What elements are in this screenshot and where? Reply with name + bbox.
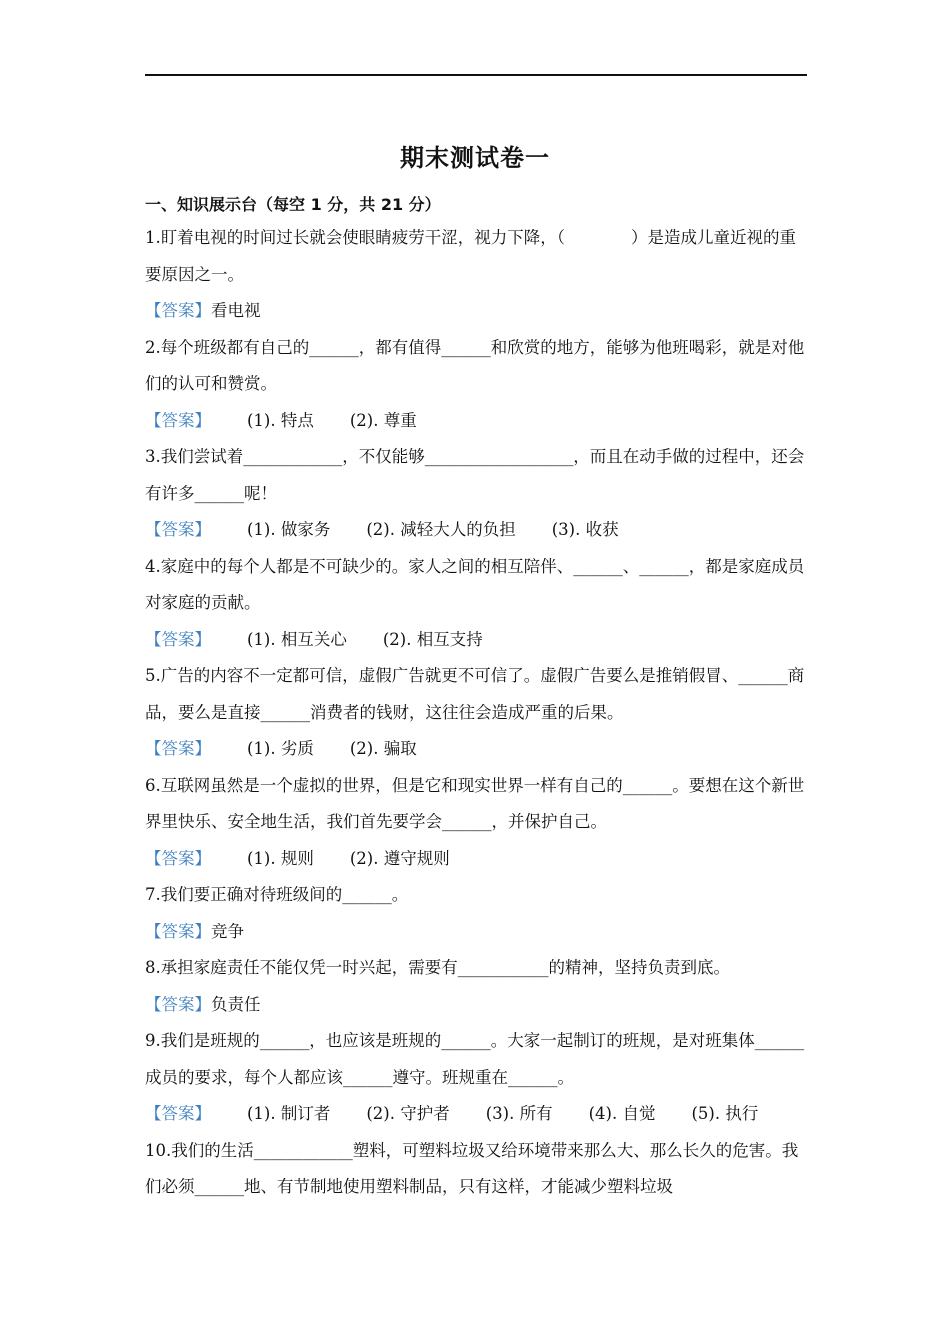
- answer-item: (1). 相互关心: [247, 629, 347, 649]
- answer-label: 【答案】: [145, 921, 211, 941]
- answer-3: [145, 512, 807, 549]
- answer-text: 负责任: [211, 994, 261, 1014]
- answer-7: [145, 914, 807, 951]
- answer-item: (1). 劣质: [247, 739, 314, 758]
- answer-item: (2). 守护者: [366, 1104, 450, 1123]
- answer-item: (2). 遵守规则: [349, 848, 450, 868]
- answer-item: (5). 执行: [691, 1104, 759, 1123]
- question-5: 5.广告的内容不一定都可信，虚假广告就更不可信了。虚假广告要么是推销假冒、______商品，要么是直接______消费者的钱财，这往往会造成严重的后果。: [145, 666, 805, 722]
- answer-label: 【答案】: [145, 994, 211, 1014]
- answer-label: 【答案】: [145, 848, 211, 868]
- answer-6: [145, 841, 807, 878]
- answer-item: (1). 规则: [247, 848, 314, 868]
- answer-label: 【答案】: [145, 1104, 211, 1123]
- page-title: 期末测试卷一: [400, 144, 550, 172]
- question-4: 4.家庭中的每个人都是不可缺少的。家人之间的相互陪伴、______、______，都是家庭成员对家庭的贡献。: [145, 556, 805, 612]
- answer-5: [145, 731, 807, 768]
- answer-8: [145, 987, 807, 1024]
- answer-item: (3). 所有: [485, 1104, 553, 1123]
- answer-item: (3). 收获: [551, 520, 619, 539]
- question-2: 2.每个班级都有自己的______，都有值得______和欣赏的地方，能够为他班喝彩，就是对他们的认可和赞赏。: [145, 337, 805, 393]
- question-8: 8.承担家庭责任不能仅凭一时兴起，需要有___________的精神，坚持负责到底。: [145, 958, 730, 977]
- answer-item: (2). 骗取: [349, 739, 417, 758]
- answer-4: [145, 622, 807, 659]
- answer-text: 看电视: [211, 301, 261, 320]
- answer-item: (4). 自觉: [588, 1104, 656, 1123]
- answer-1: [145, 293, 807, 330]
- answer-label: 【答案】: [145, 739, 211, 758]
- answer-item: (2). 尊重: [349, 410, 417, 430]
- answer-2: [145, 403, 807, 440]
- question-list: [145, 220, 807, 1206]
- question-7: 7.我们要正确对待班级间的______。: [145, 885, 409, 904]
- question-1: 1.盯着电视的时间过长就会使眼睛疲劳干涩，视力下降，（ ）是造成儿童近视的重要原因之一。: [145, 228, 796, 284]
- answer-label: 【答案】: [145, 301, 211, 320]
- answer-label: 【答案】: [145, 520, 211, 539]
- header-rule: [145, 74, 807, 76]
- answer-item: (2). 减轻大人的负担: [366, 520, 516, 539]
- answer-item: (2). 相互支持: [382, 629, 483, 649]
- section-heading: 一、知识展示台（每空 1 分，共 21 分）: [145, 195, 441, 214]
- answer-9: [145, 1096, 807, 1133]
- answer-label: 【答案】: [145, 629, 211, 649]
- question-10: 10.我们的生活____________塑料，可塑料垃圾又给环境带来那么大、那么长久的危害。我们必须______地、有节制地使用塑料制品，只有这样，才能减少塑料垃圾: [145, 1140, 799, 1196]
- answer-item: (1). 制订者: [247, 1104, 331, 1123]
- question-9: 9.我们是班规的______，也应该是班规的______。大家一起制订的班规，是对班集体______成员的要求，每个人都应该______遵守。班规重在______。: [145, 1031, 805, 1087]
- answer-text: 竞争: [211, 921, 244, 941]
- answer-label: 【答案】: [145, 410, 211, 430]
- question-6: 6.互联网虽然是一个虚拟的世界，但是它和现实世界一样有自己的______。要想在这个新世界里快乐、安全地生活，我们首先要学会______，并保护自己。: [145, 775, 805, 831]
- answer-item: (1). 特点: [247, 410, 314, 430]
- answer-item: (1). 做家务: [247, 520, 331, 539]
- question-3: 3.我们尝试着____________，不仅能够__________________，而且在动手做的过程中，还会有许多______呢！: [145, 447, 805, 503]
